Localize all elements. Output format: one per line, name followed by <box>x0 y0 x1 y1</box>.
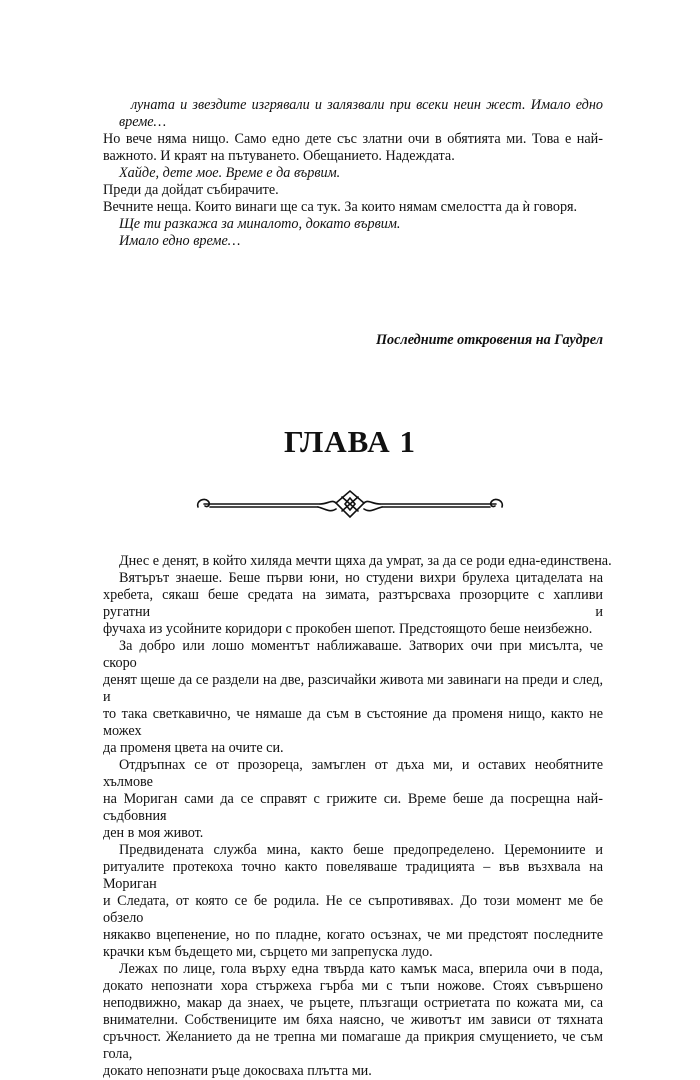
paragraph-line: на Мориган сами да се справят с грижите си. Време беше да посрещна най-съдбовния <box>103 791 603 824</box>
prologue-line: време… <box>119 114 167 130</box>
prologue-line: Ще ти разкажа за миналото, докато вървим. <box>119 216 401 232</box>
paragraph-line: докато непознати хора стържеха гърба ми с тъпи ножове. Стоях съвършено <box>103 978 603 994</box>
paragraph-line: За добро или лошо моментът наближаваше. Затворих очи при мисълта, че скоро <box>103 638 603 671</box>
paragraph-line: внимателни. Собствениците им бяха наясно, че животът им зависи от тяхната <box>103 1012 603 1028</box>
prologue-line: Преди да дойдат събирачите. <box>103 182 279 198</box>
paragraph <box>103 842 603 961</box>
prologue-line: Вечните неща. Които винаги ще са тук. За които нямам смелостта да ѝ говоря. <box>103 199 578 215</box>
paragraph-line: да променя цвета на очите си. <box>103 740 284 756</box>
chapter-body-text <box>103 553 612 1080</box>
paragraph <box>103 961 603 1080</box>
paragraph <box>103 757 603 842</box>
paragraph-line: неподвижно, макар да знаех, че ръцете, плъзгащи остриетата по кожата ми, са <box>103 995 603 1011</box>
paragraph-line: то така светкавично, че нямаше да съм в състояние да променя нищо, както не можех <box>103 706 603 739</box>
paragraph <box>103 570 603 638</box>
paragraph-line: Лежах по лице, гола върху една твърда като камък маса, вперила очи в пода, <box>119 961 603 977</box>
paragraph-line: някакво вцепенение, но по пладне, когато осъзнах, че ми предстоят последните <box>103 927 603 943</box>
paragraph-line: фучаха из усойните коридори с прокобен шепот. Предстоящото беше неизбежно. <box>103 621 593 637</box>
paragraph-line: ритуалите протекоха точно както повеляваше традицията – във възхвала на Мориган <box>103 859 603 892</box>
chapter-title: ГЛАВА 1 <box>284 424 416 459</box>
paragraph-line: ден в моя живот. <box>103 825 204 841</box>
epigraph-source: Последните откровения на Гаудрел <box>376 332 603 348</box>
prologue-line: Но вече няма нищо. Само едно дете със златни очи в обятията ми. Това е най- <box>103 131 603 147</box>
paragraph-line: Предвидената служба мина, както беше предопределено. Церемониите и <box>119 842 603 858</box>
paragraph-line: Отдръпнах се от прозореца, замъглен от дъха ми, и оставих необятните хълмове <box>103 757 603 790</box>
paragraph-line: Вятърът знаеше. Беше първи юни, но студени вихри брулеха цитаделата на <box>119 570 603 586</box>
prologue-line: важното. И краят на пътуването. Обещанието. Надеждата. <box>103 148 455 164</box>
prologue-text <box>103 97 603 250</box>
ornament-divider-icon <box>190 487 510 523</box>
paragraph-line: хребета, сякаш беше средата на зимата, разтърсваха прозорците с хапливи ругатни и <box>103 587 603 620</box>
paragraph-line: и Следата, от която се бе родила. Не се съпротивявах. До този момент ме бе обзело <box>103 893 603 926</box>
paragraph <box>103 553 612 570</box>
paragraph <box>103 638 603 757</box>
paragraph-line: крачки към бъдещето ми, сърцето ми запрепуска лудо. <box>103 944 433 960</box>
paragraph-line: Днес е денят, в който хиляда мечти щяха да умрат, за да се роди една-единствена. <box>119 553 612 569</box>
prologue-line: Имало едно време… <box>119 233 241 249</box>
paragraph-line: сръчност. Желанието да не трепна ми помагаше да прикрия смущението, че съм гола, <box>103 1029 603 1062</box>
prologue-line: луната и звездите изгрявали и залязвали при всеки неин жест. Имало едно <box>131 97 603 113</box>
paragraph-line: денят щеше да се раздели на две, разсичайки живота ми завинаги на преди и след, и <box>103 672 603 705</box>
paragraph-line: докато непознати ръце докосваха плътта ми. <box>103 1063 372 1079</box>
prologue-line: Хайде, дете мое. Време е да вървим. <box>119 165 341 181</box>
